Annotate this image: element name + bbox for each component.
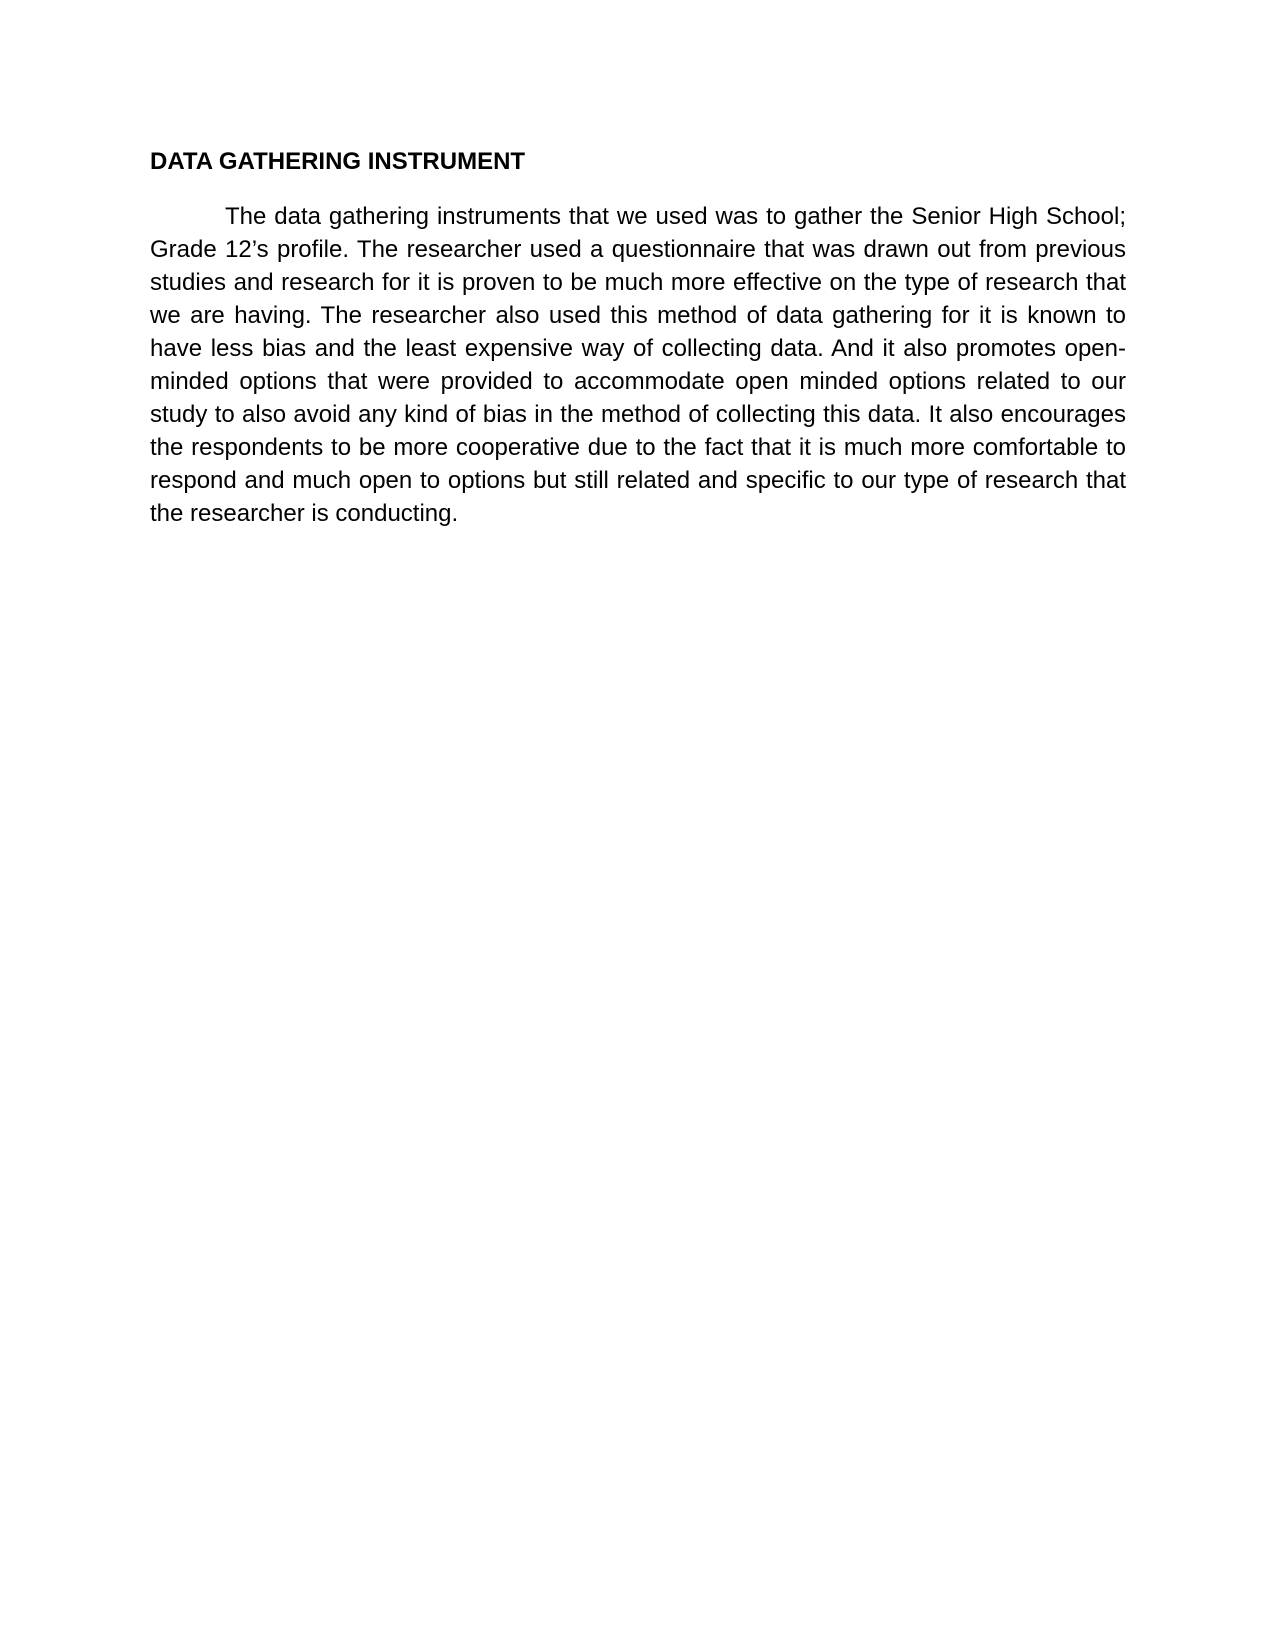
body-paragraph: The data gathering instruments that we used was to gather the Senior High School; Grade 12’s profile. The researcher used a questionnaire that was drawn out from previous studies and research for it is proven to be much more effective on the type of research that we are having. The researcher also used this method of data gathering for it is known to have less bias and the least expensive way of collecting data. And it also promotes open-minded options that were provided to accommodate open minded options related to our study to also avoid any kind of bias in the method of collecting this data. It also encourages the respondents to be more cooperative due to the fact that it is much more comfortable to respond and much open to options but still related and specific to our type of research that the researcher is conducting. — [150, 203, 1126, 527]
section-heading: DATA GATHERING INSTRUMENT — [150, 148, 526, 175]
document-content — [150, 146, 1126, 530]
